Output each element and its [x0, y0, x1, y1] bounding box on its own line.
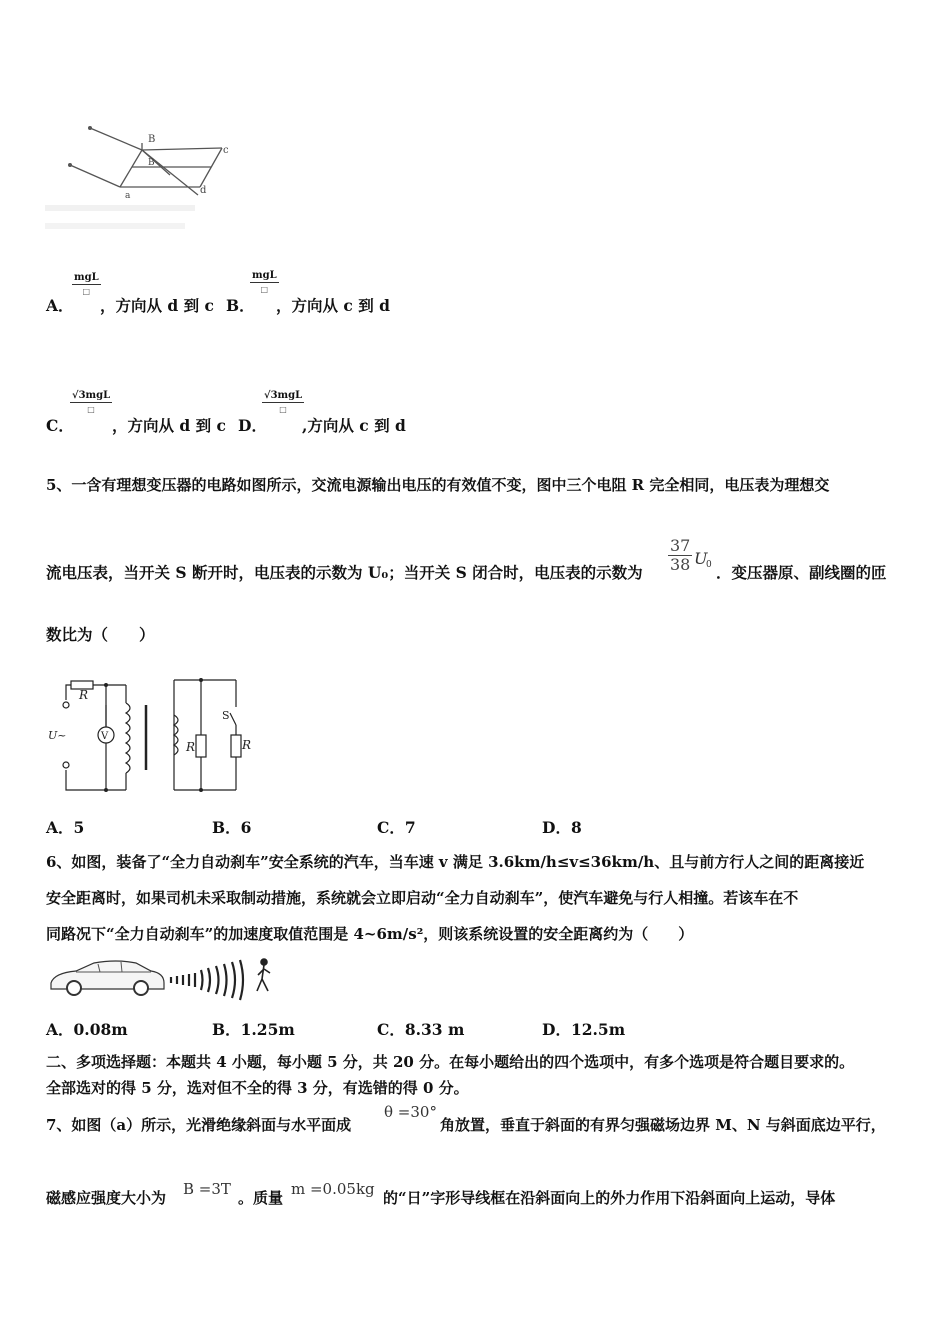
label-a: a: [125, 191, 131, 201]
q6-line1: 6、如图，装备了“全力自动刹车”安全系统的汽车，当车速 v 满足 3.6km/h≤v≤36km/h、且与前方行人之间的距离接近: [46, 853, 865, 871]
circuit-r2-label: R: [186, 740, 196, 754]
q5-option-c: C．7: [377, 818, 416, 837]
q4-opt-d-den: □: [279, 404, 287, 414]
q4-opt-b-num: mgL: [252, 270, 277, 281]
q4-opt-c-num: √3mgL: [72, 390, 111, 401]
circuit-u-label: U~: [48, 729, 67, 742]
q4-opt-d-letter: D．: [238, 416, 267, 435]
q6-option-b: B．1.25m: [212, 1020, 295, 1039]
circuit-r1-label: R: [79, 688, 89, 702]
section2-line2: 全部选对的得 5 分，选对但不全的得 3 分，有选错的得 0 分。: [46, 1079, 469, 1097]
q4-opt-a-text: ，方向从 d 到 c: [100, 296, 214, 315]
q4-opt-d-fraction: [262, 390, 304, 415]
q7-line2a: 磁感应强度大小为: [46, 1189, 167, 1207]
q5-line2a: 流电压表，当开关 S 断开时，电压表的示数为 U₀；当开关 S 闭合时，电压表的示数为: [46, 563, 643, 582]
label-theta: B: [148, 158, 155, 168]
q4-opt-a-den: □: [82, 286, 91, 296]
q7-line2b: 。质量: [238, 1189, 284, 1207]
q4-opt-b-fraction: [250, 270, 279, 295]
q4-opt-c-letter: C．: [46, 416, 74, 435]
q7-theta: θ =30°: [384, 1103, 437, 1121]
q6-option-c: C．8.33 m: [377, 1020, 465, 1039]
q7-line1a: 7、如图（a）所示，光滑绝缘斜面与水平面成: [46, 1116, 352, 1134]
q4-opt-b-text: ，方向从 c 到 d: [276, 296, 390, 315]
q4-opt-a-letter: A．: [46, 296, 74, 315]
q5-circuit: [46, 675, 256, 800]
q5-frac-den: 38: [670, 555, 691, 574]
circuit-s-label: S: [222, 709, 230, 722]
q5-line1: 5、一含有理想变压器的电路如图所示，交流电源输出电压的有效值不变，图中三个电阻 R 完全相同，电压表为理想交: [46, 476, 830, 494]
q7-b-value: B =3T: [183, 1180, 231, 1198]
q5-option-a: A．5: [46, 818, 85, 837]
q7-line2c: 的“日”字形导线框在沿斜面向上的外力作用下沿斜面向上运动，导体: [383, 1189, 836, 1207]
q5-line3: 数比为（ ）: [46, 625, 155, 644]
q4-figure: [40, 95, 260, 245]
label-d: d: [200, 185, 207, 196]
q6-option-d: D．12.5m: [542, 1020, 626, 1039]
q4-opt-c-text: ，方向从 d 到 c: [112, 416, 226, 435]
q5-line2b: ．变压器原、副线圈的匝: [716, 563, 887, 582]
q6-line3: 同路况下“全力自动刹车”的加速度取值范围是 4~6m/s²，则该系统设置的安全距离约为（ ）: [46, 925, 694, 943]
q5-frac-sub: 0: [706, 560, 712, 570]
q6-car-figure: [46, 955, 286, 1005]
q6-option-a: A．0.08m: [46, 1020, 128, 1039]
q4-opt-a-num: mgL: [74, 272, 99, 283]
q4-opt-b-den: □: [260, 284, 269, 294]
label-b: B: [148, 134, 156, 145]
q4-opt-d-text: ,方向从 c 到 d: [302, 416, 406, 435]
circuit-v-label: V: [101, 731, 109, 742]
circuit-r3-label: R: [242, 738, 252, 752]
q7-line1b: 角放置，垂直于斜面的有界匀强磁场边界 M、N 与斜面底边平行，: [440, 1116, 886, 1134]
q4-opt-a-fraction: [72, 272, 101, 297]
q5-fraction: [668, 537, 692, 574]
q4-opt-d-num: √3mgL: [264, 390, 303, 401]
q5-option-b: B．6: [212, 818, 252, 837]
q4-opt-b-letter: B．: [226, 296, 255, 315]
section2-line1: 二、多项选择题：本题共 4 小题，每小题 5 分，共 20 分。在每小题给出的四个选项中，有多个选项是符合题目要求的。: [46, 1053, 855, 1071]
q6-line2: 安全距离时，如果司机未采取制动措施，系统就会立即启动“全力自动刹车”，使汽车避免与行人相撞。若该车在不: [46, 889, 799, 907]
label-c: c: [223, 145, 229, 156]
q5-frac-var: U: [694, 549, 708, 568]
q5-option-d: D．8: [542, 818, 582, 837]
q5-frac-num: 37: [670, 536, 691, 555]
q4-opt-c-den: □: [87, 404, 95, 414]
q4-opt-c-fraction: [70, 390, 112, 415]
q7-m-value: m =0.05kg: [291, 1180, 375, 1198]
